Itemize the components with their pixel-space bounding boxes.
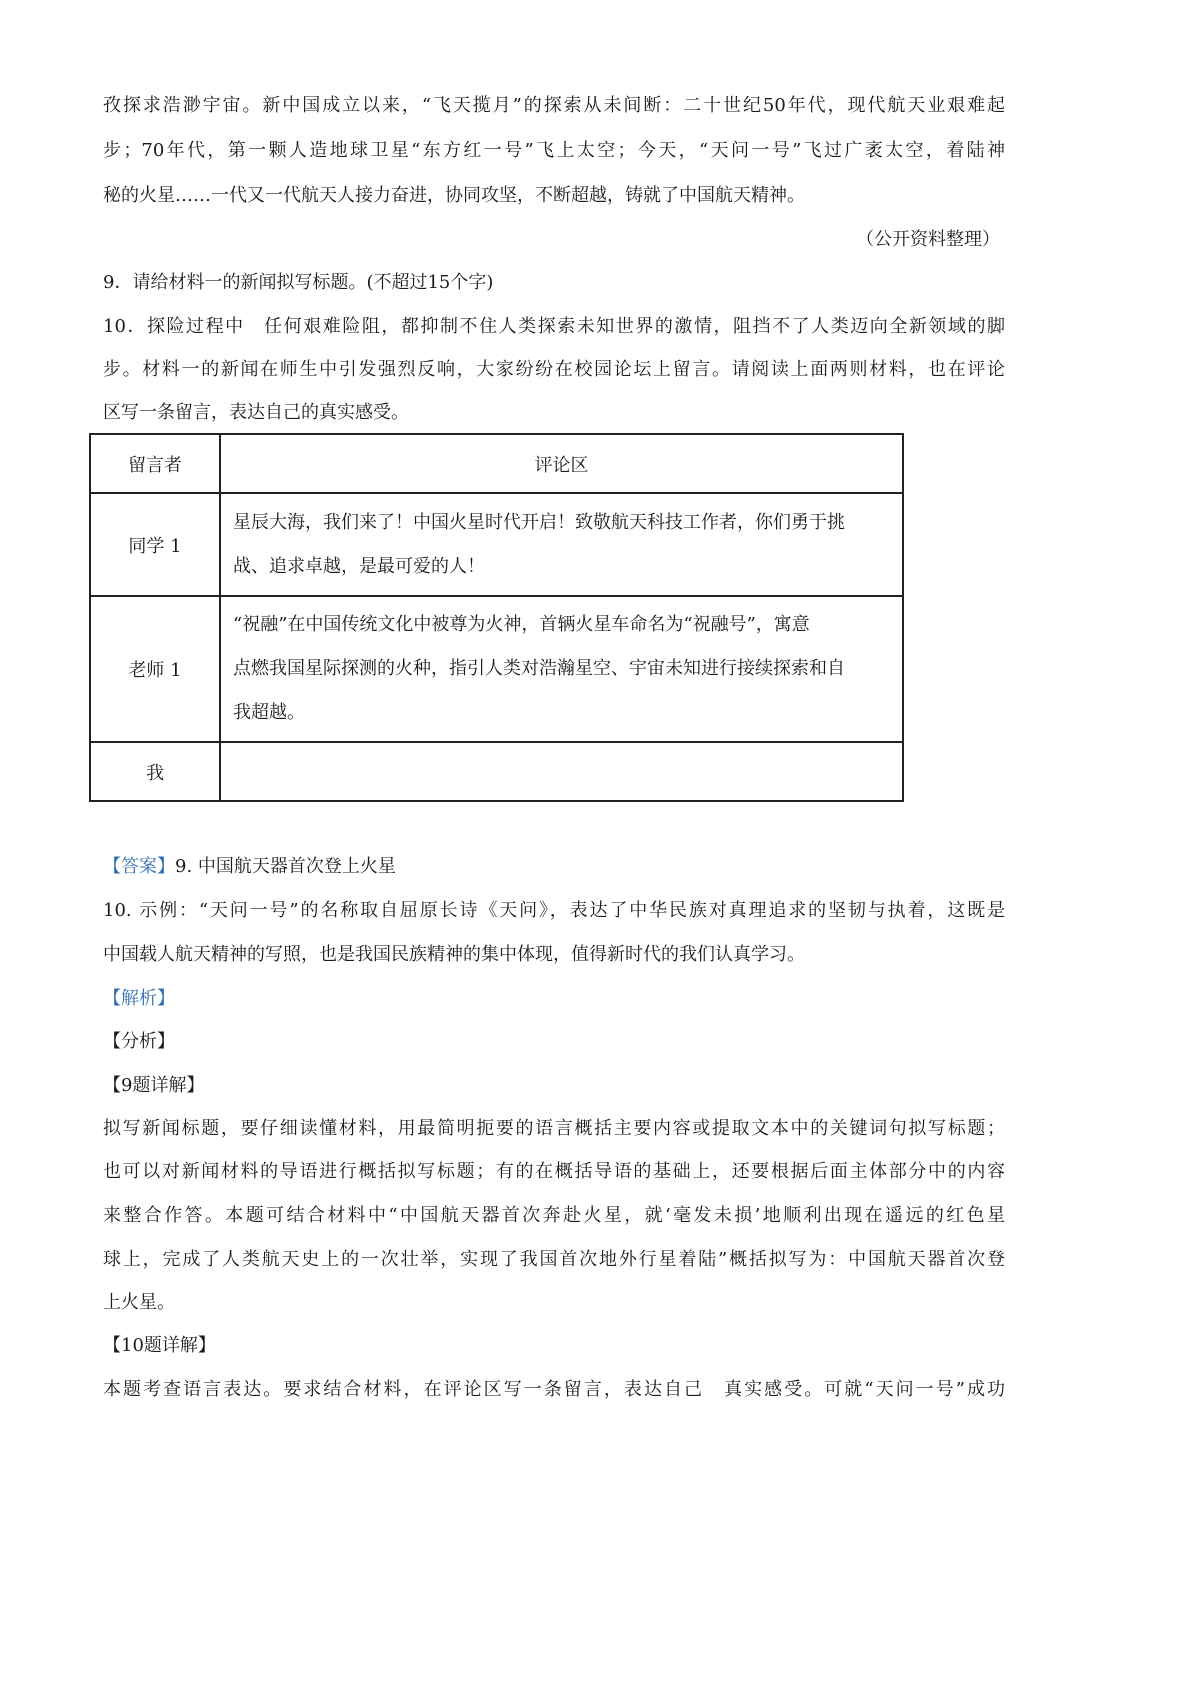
material-line: 秘的火星……一代又一代航天人接力奋进，协同攻坚，不断超越，铸就了中国航天精神。 bbox=[103, 185, 805, 206]
q9-detail-line: 拟写新闻标题，要仔细读懂材料，用最简明扼要的语言概括主要内容或提取文本中的关键词句拟写标题； bbox=[103, 1118, 1005, 1139]
comment-line: 战、追求卓越，是最可爱的人！ bbox=[233, 555, 485, 577]
header-commenter: 留言者 bbox=[90, 434, 220, 493]
question-10-line: 10．探险过程中 任何艰难险阻，都抑制不住人类探索未知世界的激情，阻挡不了人类迈向全新领域的脚 bbox=[103, 316, 1005, 337]
answer-10-line: 中国载人航天精神的写照，也是我国民族精神的集中体现，值得新时代的我们认真学习。 bbox=[103, 944, 805, 965]
comment-line: “祝融”在中国传统文化中被尊为火神，首辆火星车命名为“祝融号”，寓意 bbox=[233, 614, 810, 635]
fenxi-tag: 【分析】 bbox=[103, 1031, 175, 1052]
source-note: （公开资料整理） bbox=[856, 229, 1000, 250]
commenter-name: 同学 1 bbox=[90, 493, 220, 596]
analysis-tag: 【解析】 bbox=[103, 988, 175, 1009]
table-row bbox=[90, 742, 903, 801]
question-10-line: 区写一条留言，表达自己的真实感受。 bbox=[103, 402, 409, 423]
q9-detail-line: 上火星。 bbox=[103, 1292, 175, 1313]
answer-line bbox=[103, 855, 396, 879]
comment-text bbox=[220, 596, 903, 742]
comment-table bbox=[89, 433, 904, 802]
commenter-name: 我 bbox=[90, 742, 220, 801]
question-9: 9．请给材料一的新闻拟写标题。(不超过15个字) bbox=[103, 272, 494, 293]
comment-line: 我超越。 bbox=[233, 702, 305, 723]
comment-line: 点燃我国星际探测的火种，指引人类对浩瀚星空、宇宙未知进行接续探索和自 bbox=[233, 658, 845, 679]
header-comment-area: 评论区 bbox=[220, 434, 903, 493]
q9-detail-line: 球上，完成了人类航天史上的一次壮举，实现了我国首次地外行星着陆”概括拟写为：中国航天器首次登 bbox=[103, 1249, 1005, 1270]
comment-text bbox=[220, 493, 903, 596]
table-header-row bbox=[90, 434, 903, 493]
answer-tag: 【答案】 bbox=[103, 856, 175, 877]
q10-detail-title: 【10题详解】 bbox=[103, 1335, 216, 1356]
material-line: 步；70年代，第一颗人造地球卫星“东方红一号”飞上太空；今天，“天问一号”飞过广袤太空，着陆神 bbox=[103, 140, 1005, 161]
comment-line: 星辰大海，我们来了！中国火星时代开启！致敬航天科技工作者，你们勇于挑 bbox=[233, 511, 845, 533]
answer-10-line: 10. 示例：“天问一号”的名称取自屈原长诗《天问》，表达了中华民族对真理追求的坚韧与执着，这既是 bbox=[103, 900, 1005, 921]
answer-text: 9. 中国航天器首次登上火星 bbox=[175, 856, 396, 877]
comment-blank bbox=[220, 742, 903, 801]
q9-detail-title: 【9题详解】 bbox=[103, 1075, 205, 1096]
q10-detail-line: 本题考查语言表达。要求结合材料，在评论区写一条留言，表达自己 真实感受。可就“天问一号”成功 bbox=[103, 1379, 1005, 1400]
commenter-name: 老师 1 bbox=[90, 596, 220, 742]
q9-detail-line: 也可以对新闻材料的导语进行概括拟写标题；有的在概括导语的基础上，还要根据后面主体部分中的内容 bbox=[103, 1161, 1005, 1182]
table-row bbox=[90, 596, 903, 742]
material-line: 孜探求浩渺宇宙。新中国成立以来，“飞天揽月”的探索从未间断：二十世纪50年代，现代航天业艰难起 bbox=[103, 95, 1005, 116]
q9-detail-line: 来整合作答。本题可结合材料中“中国航天器首次奔赴火星，就‘毫发未损’地顺利出现在遥远的红色星 bbox=[103, 1205, 1005, 1226]
table-row bbox=[90, 493, 903, 596]
question-10-line: 步。材料一的新闻在师生中引发强烈反响，大家纷纷在校园论坛上留言。请阅读上面两则材料，也在评论 bbox=[103, 359, 1005, 380]
